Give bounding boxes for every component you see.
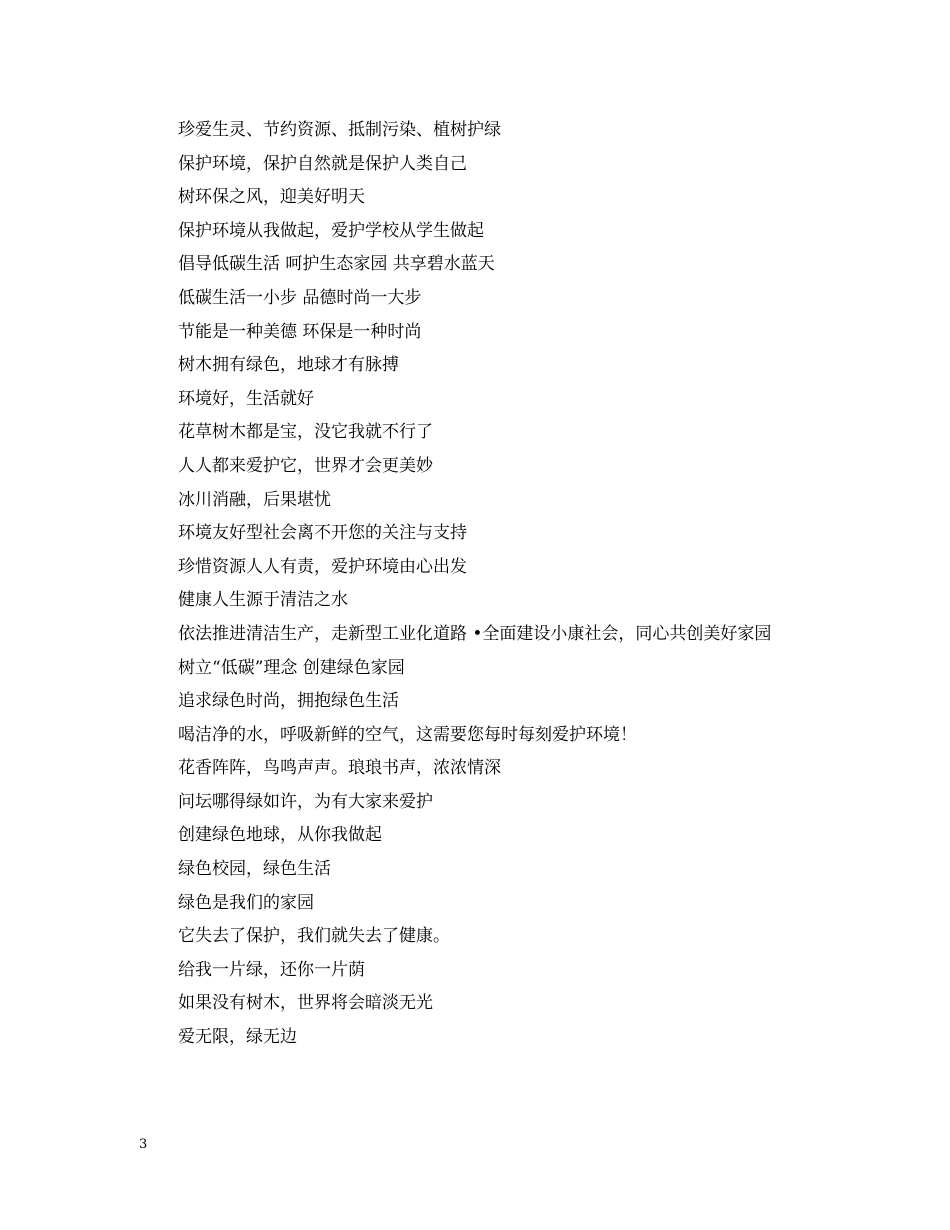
text-line: 健康人生源于清洁之水 [178, 590, 348, 611]
text-line: 节能是一种美德 环保是一种时尚 [178, 321, 422, 342]
text-line: 低碳生活一小步 品德时尚一大步 [178, 287, 422, 308]
text-line: 创建绿色地球，从你我做起 [178, 825, 382, 846]
text-line: 绿色是我们的家园 [178, 892, 314, 913]
text-line: 如果没有树木，世界将会暗淡无光 [178, 993, 433, 1014]
text-line: 人人都来爱护它，世界才会更美妙 [178, 455, 433, 476]
text-line: 珍爱生灵、节约资源、抵制污染、植树护绿 [178, 120, 501, 140]
text-line: 珍惜资源人人有责，爱护环境由心出发 [178, 556, 467, 577]
text-line: 它失去了保护，我们就失去了健康。 [178, 926, 450, 947]
text-line: 保护环境，保护自然就是保护人类自己 [178, 153, 467, 174]
text-line: 问坛哪得绿如许，为有大家来爱护 [178, 791, 433, 812]
text-line-wrapped: 依法推进清洁生产，走新型工业化道路 •全面建设小康社会，同心共创美好家园 [178, 623, 772, 644]
text-line: 绿色校园，绿色生活 [178, 859, 331, 880]
text-line: 树木拥有绿色，地球才有脉搏 [178, 355, 399, 376]
text-line: 冰川消融，后果堪忧 [178, 489, 331, 510]
text-line: 倡导低碳生活 呵护生态家园 共享碧水蓝天 [178, 254, 495, 275]
text-line: 树立“低碳”理念 创建绿色家园 [178, 657, 405, 678]
text-line: 环境友好型社会离不开您的关注与支持 [178, 523, 467, 544]
text-line: 保护环境从我做起，爱护学校从学生做起 [178, 220, 484, 241]
text-line: 追求绿色时尚，拥抱绿色生活 [178, 691, 399, 712]
text-line: 喝洁净的水，呼吸新鲜的空气，这需要您每时每刻爱护环境！ [178, 724, 637, 745]
text-line: 树环保之风，迎美好明天 [178, 187, 365, 208]
text-line: 环境好，生活就好 [178, 388, 314, 409]
text-line: 花草树木都是宝，没它我就不行了 [178, 422, 433, 443]
text-line: 花香阵阵，鸟鸣声声。琅琅书声，浓浓情深 [178, 758, 501, 779]
page-number: 3 [139, 1137, 148, 1152]
text-line: 给我一片绿，还你一片荫 [178, 959, 365, 980]
document-body [140, 114, 820, 1055]
text-line: 爱无限，绿无边 [178, 1027, 297, 1048]
